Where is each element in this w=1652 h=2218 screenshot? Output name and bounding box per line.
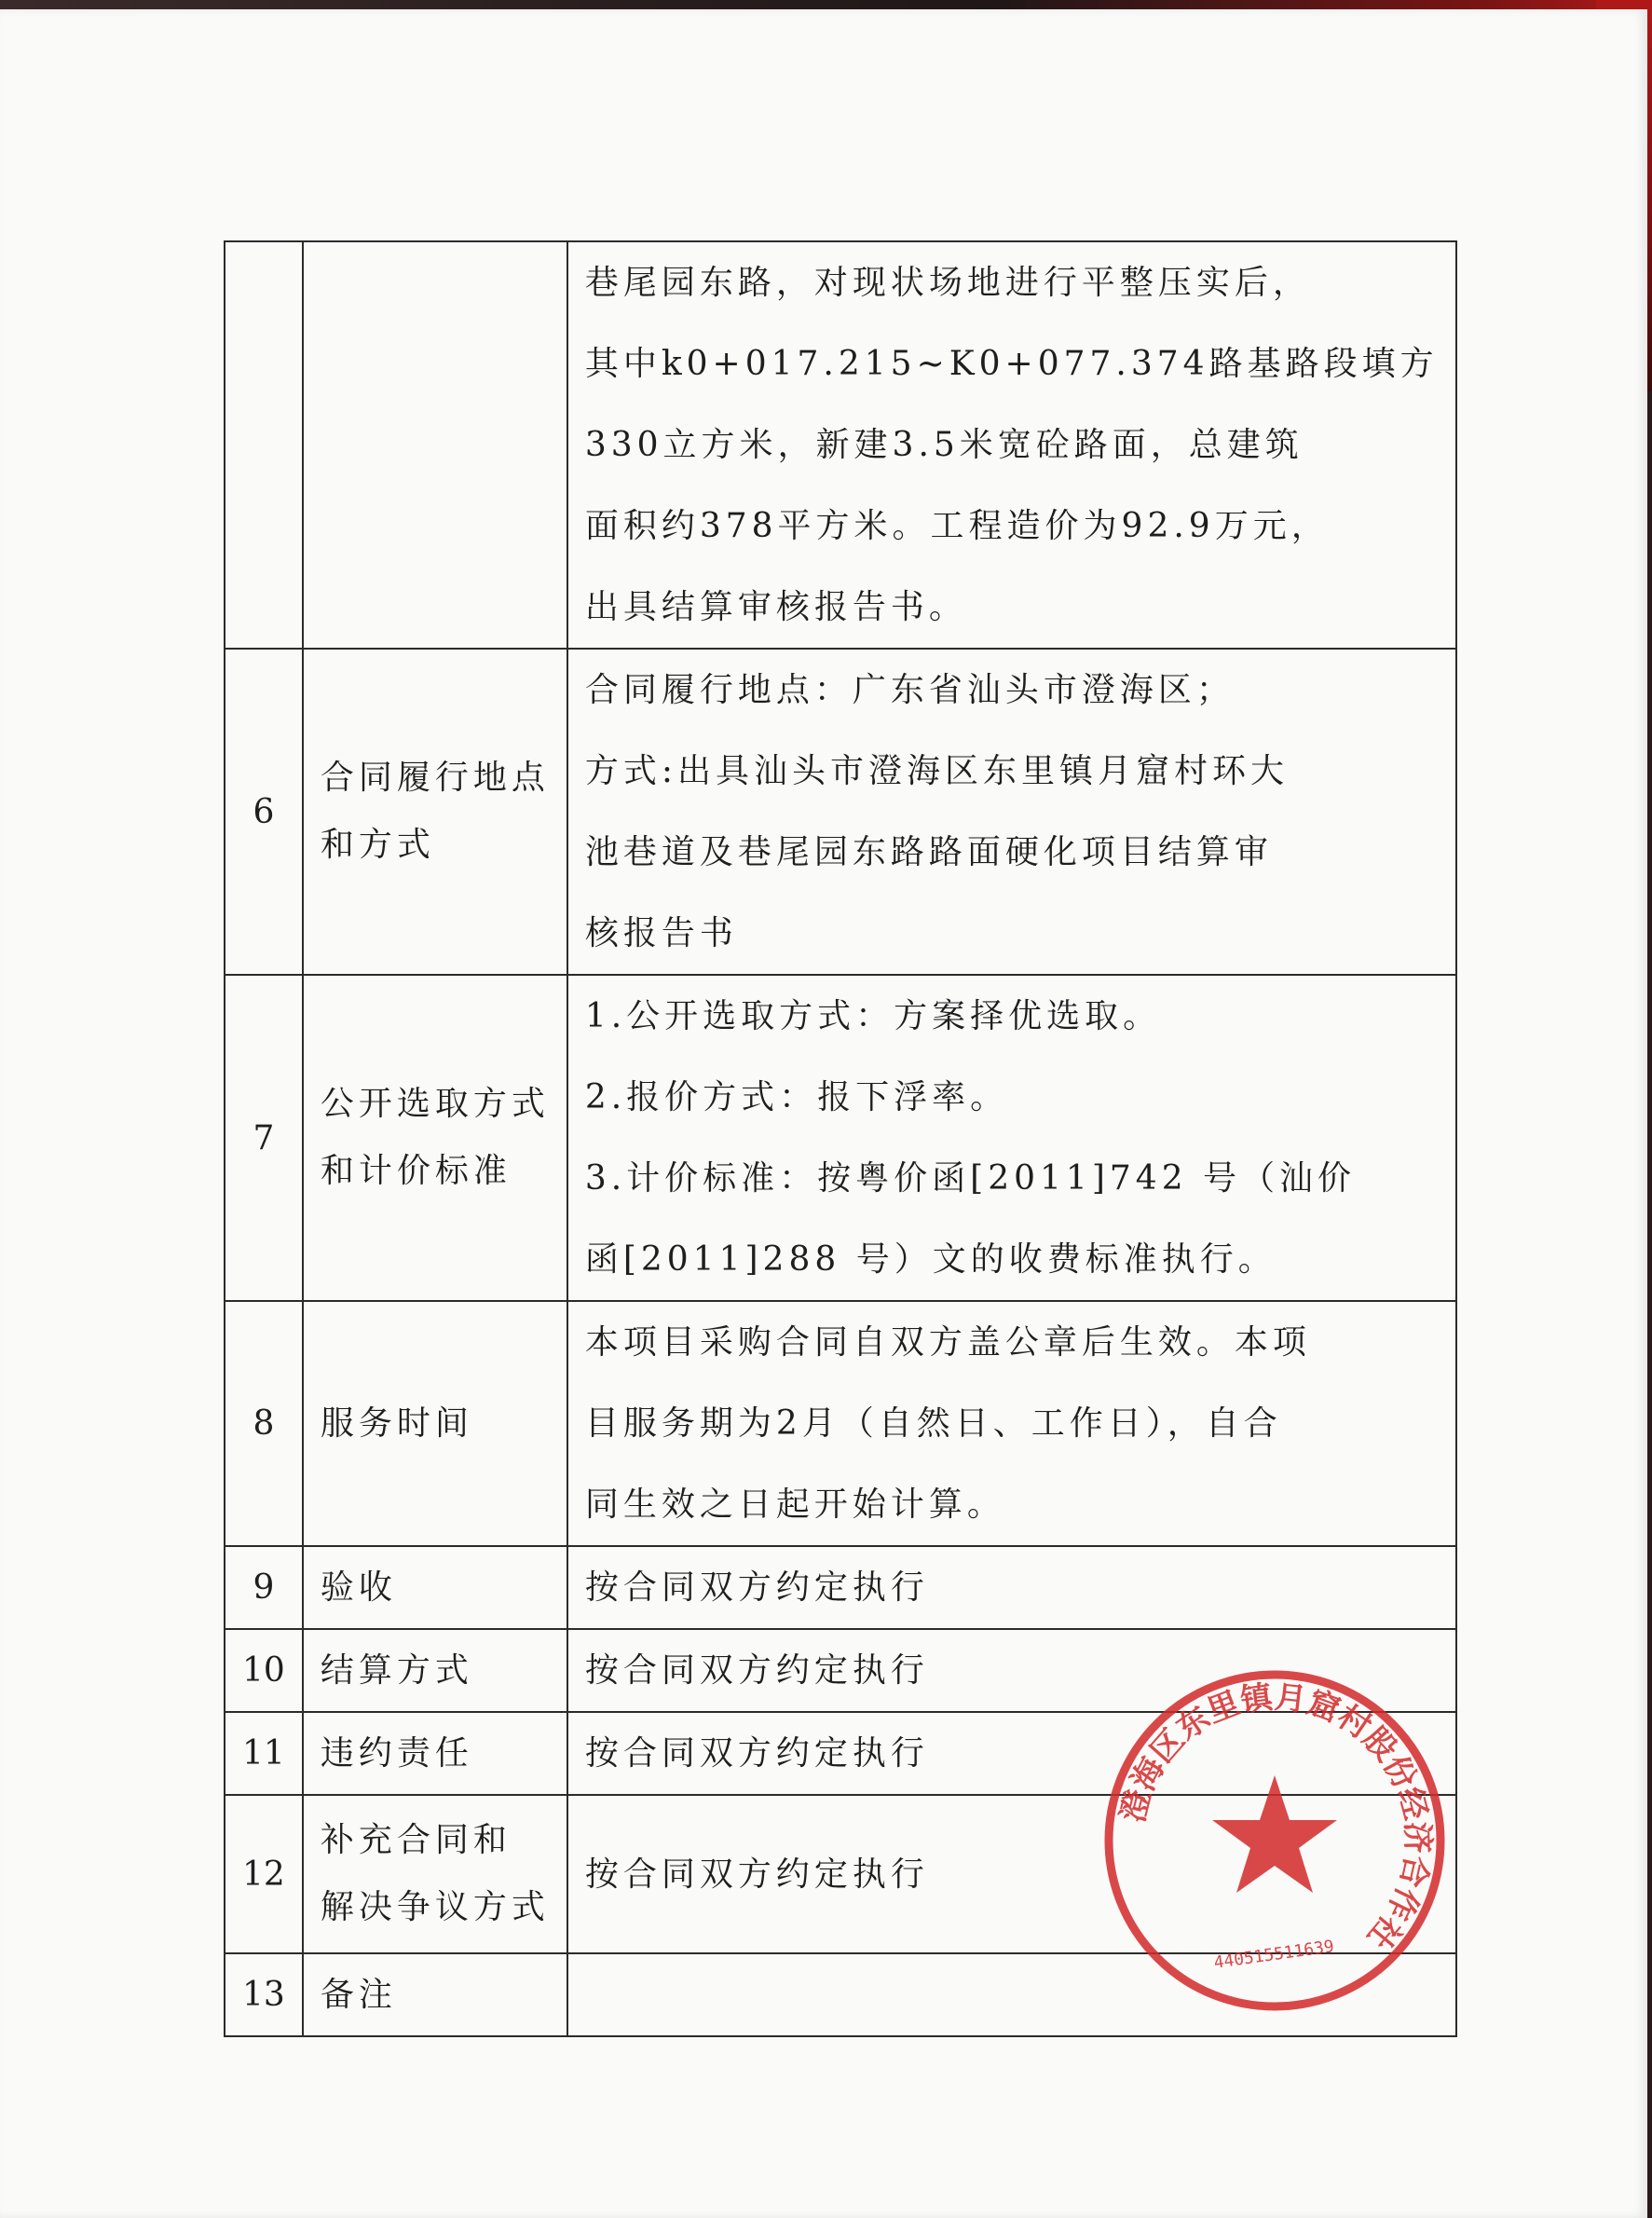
item-line: 补充合同和 [320, 1821, 512, 1859]
row-number: 8 [225, 1301, 303, 1546]
item-line: 验收 [320, 1568, 397, 1607]
row-number: 13 [225, 1953, 303, 2036]
content-line: 按合同双方约定执行 [584, 1568, 929, 1607]
star-icon [1212, 1775, 1337, 1893]
document-page [0, 9, 1647, 2218]
table-row [225, 975, 1456, 1301]
content-line: 2.报价方式：报下浮率。 [584, 1078, 1009, 1116]
item-line: 公开选取方式 [320, 1085, 550, 1123]
row-item [303, 241, 567, 649]
content-line: 方式:出具汕头市澄海区东里镇月窟村环大 [584, 752, 1289, 790]
row-item [303, 1953, 567, 2036]
row-number: 12 [225, 1795, 303, 1953]
row-number [225, 241, 303, 649]
row-number: 10 [225, 1629, 303, 1712]
content-line: 函[2011]288 号）文的收费标准执行。 [584, 1240, 1277, 1279]
row-number: 6 [225, 649, 303, 975]
row-number: 7 [225, 975, 303, 1301]
row-content [567, 241, 1456, 649]
content-line: 面积约378平方米。工程造价为92.9万元， [584, 507, 1330, 545]
content-line: 出具结算审核报告书。 [584, 588, 967, 626]
content-line: 其中k0+017.215~K0+077.374路基路段填方 [584, 345, 1439, 383]
row-number: 9 [225, 1546, 303, 1629]
content-line: 1.公开选取方式：方案择优选取。 [584, 997, 1162, 1035]
content-line: 按合同双方约定执行 [584, 1855, 929, 1894]
seal-code: 440515511639 [1212, 1937, 1336, 1974]
item-line: 违约责任 [320, 1733, 473, 1773]
table-row [225, 649, 1456, 975]
content-line: 本项目采购合同自双方盖公章后生效。本项 [584, 1323, 1311, 1362]
content-line: 池巷道及巷尾园东路路面硬化项目结算审 [584, 833, 1273, 871]
table-row [225, 241, 1456, 649]
content-line: 按合同双方约定执行 [584, 1651, 929, 1690]
content-line: 330立方米，新建3.5米宽砼路面，总建筑 [584, 426, 1304, 464]
row-content [567, 1546, 1456, 1629]
row-item [303, 649, 567, 975]
content-line: 同生效之日起开始计算。 [584, 1486, 1005, 1524]
content-line: 合同履行地点：广东省汕头市澄海区； [584, 671, 1235, 709]
content-line: 3.计价标准：按粤价函[2011]742 号（汕价 [584, 1159, 1357, 1198]
row-content [567, 1301, 1456, 1546]
row-item [303, 1629, 567, 1712]
row-content [567, 975, 1456, 1301]
row-number: 11 [225, 1712, 303, 1795]
row-item [303, 1301, 567, 1546]
item-line: 合同履行地点 [320, 759, 550, 797]
seal-text-arc: 澄海区东里镇月窟村股份经济合作社 [1114, 1678, 1437, 1957]
row-item [303, 1546, 567, 1629]
item-line: 解决争议方式 [320, 1888, 550, 1926]
table-row [225, 1301, 1456, 1546]
row-content [567, 649, 1456, 975]
item-line: 备注 [320, 1975, 397, 2014]
item-line: 和计价标准 [320, 1152, 512, 1190]
row-item [303, 1795, 567, 1953]
content-line: 巷尾园东路，对现状场地进行平整压实后， [584, 264, 1311, 302]
table-row [225, 1546, 1456, 1629]
content-line: 核报告书 [584, 914, 738, 952]
content-line: 按合同双方约定执行 [584, 1734, 929, 1773]
item-line: 服务时间 [320, 1403, 473, 1443]
item-line: 结算方式 [320, 1650, 473, 1690]
item-line: 和方式 [320, 826, 435, 864]
official-seal [1098, 1664, 1452, 2018]
row-item [303, 975, 567, 1301]
content-line: 目服务期为2月（自然日、工作日），自合 [584, 1404, 1282, 1443]
row-item [303, 1712, 567, 1795]
